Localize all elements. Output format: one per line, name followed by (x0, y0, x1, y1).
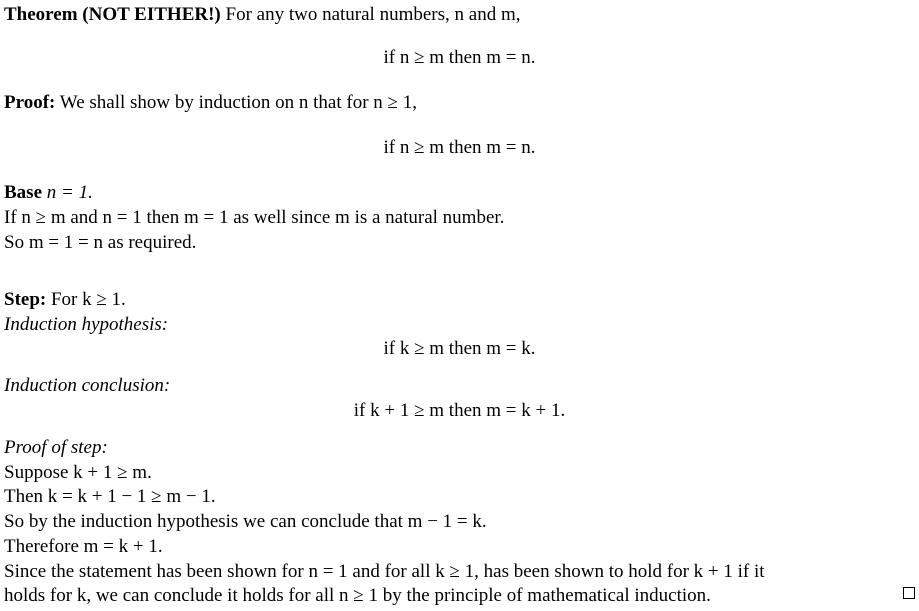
proof-step-line-2: Then k = k + 1 − 1 ≥ m − 1. (4, 486, 216, 507)
closing-line-2: holds for k, we can conclude it holds for all n ≥ 1 by the principle of mathematical induction. (4, 585, 711, 606)
proof-intro (4, 92, 417, 114)
base-label: Base (4, 182, 42, 203)
theorem-display-equation: if n ≥ m then m = n. (383, 47, 536, 68)
induction-conclusion-equation: if k + 1 ≥ m then m = k + 1. (353, 400, 566, 421)
induction-hypothesis-label: Induction hypothesis: (4, 314, 169, 335)
proof-display-equation: if n ≥ m then m = n. (383, 137, 536, 158)
induction-conclusion-label: Induction conclusion: (4, 375, 171, 396)
base-heading-math: n = 1. (46, 182, 93, 203)
base-line-2: So m = 1 = n as required. (4, 232, 197, 253)
qed-square-icon (903, 587, 915, 599)
closing-line-1: Since the statement has been shown for n = 1 and for all k ≥ 1, has been shown to hold for k + 1 if it (4, 561, 765, 582)
base-heading (4, 182, 93, 204)
proof-of-step-label: Proof of step: (4, 437, 108, 458)
induction-hypothesis-equation: if k ≥ m then m = k. (383, 338, 536, 359)
base-line-1: If n ≥ m and n = 1 then m = 1 as well since m is a natural number. (4, 207, 505, 228)
theorem-text: For any two natural numbers, n and m, (225, 4, 521, 25)
proof-step-line-3: So by the induction hypothesis we can conclude that m − 1 = k. (4, 511, 487, 532)
theorem-label: Theorem (NOT EITHER!) (4, 4, 221, 25)
step-text: For k ≥ 1. (50, 289, 126, 310)
proof-step-line-1: Suppose k + 1 ≥ m. (4, 462, 152, 483)
proof-step-line-4: Therefore m = k + 1. (4, 536, 163, 557)
step-heading (4, 289, 126, 311)
proof-text: We shall show by induction on n that for n ≥ 1, (59, 92, 417, 113)
step-label: Step: (4, 289, 47, 310)
theorem-statement (4, 4, 520, 26)
proof-label: Proof: (4, 92, 56, 113)
